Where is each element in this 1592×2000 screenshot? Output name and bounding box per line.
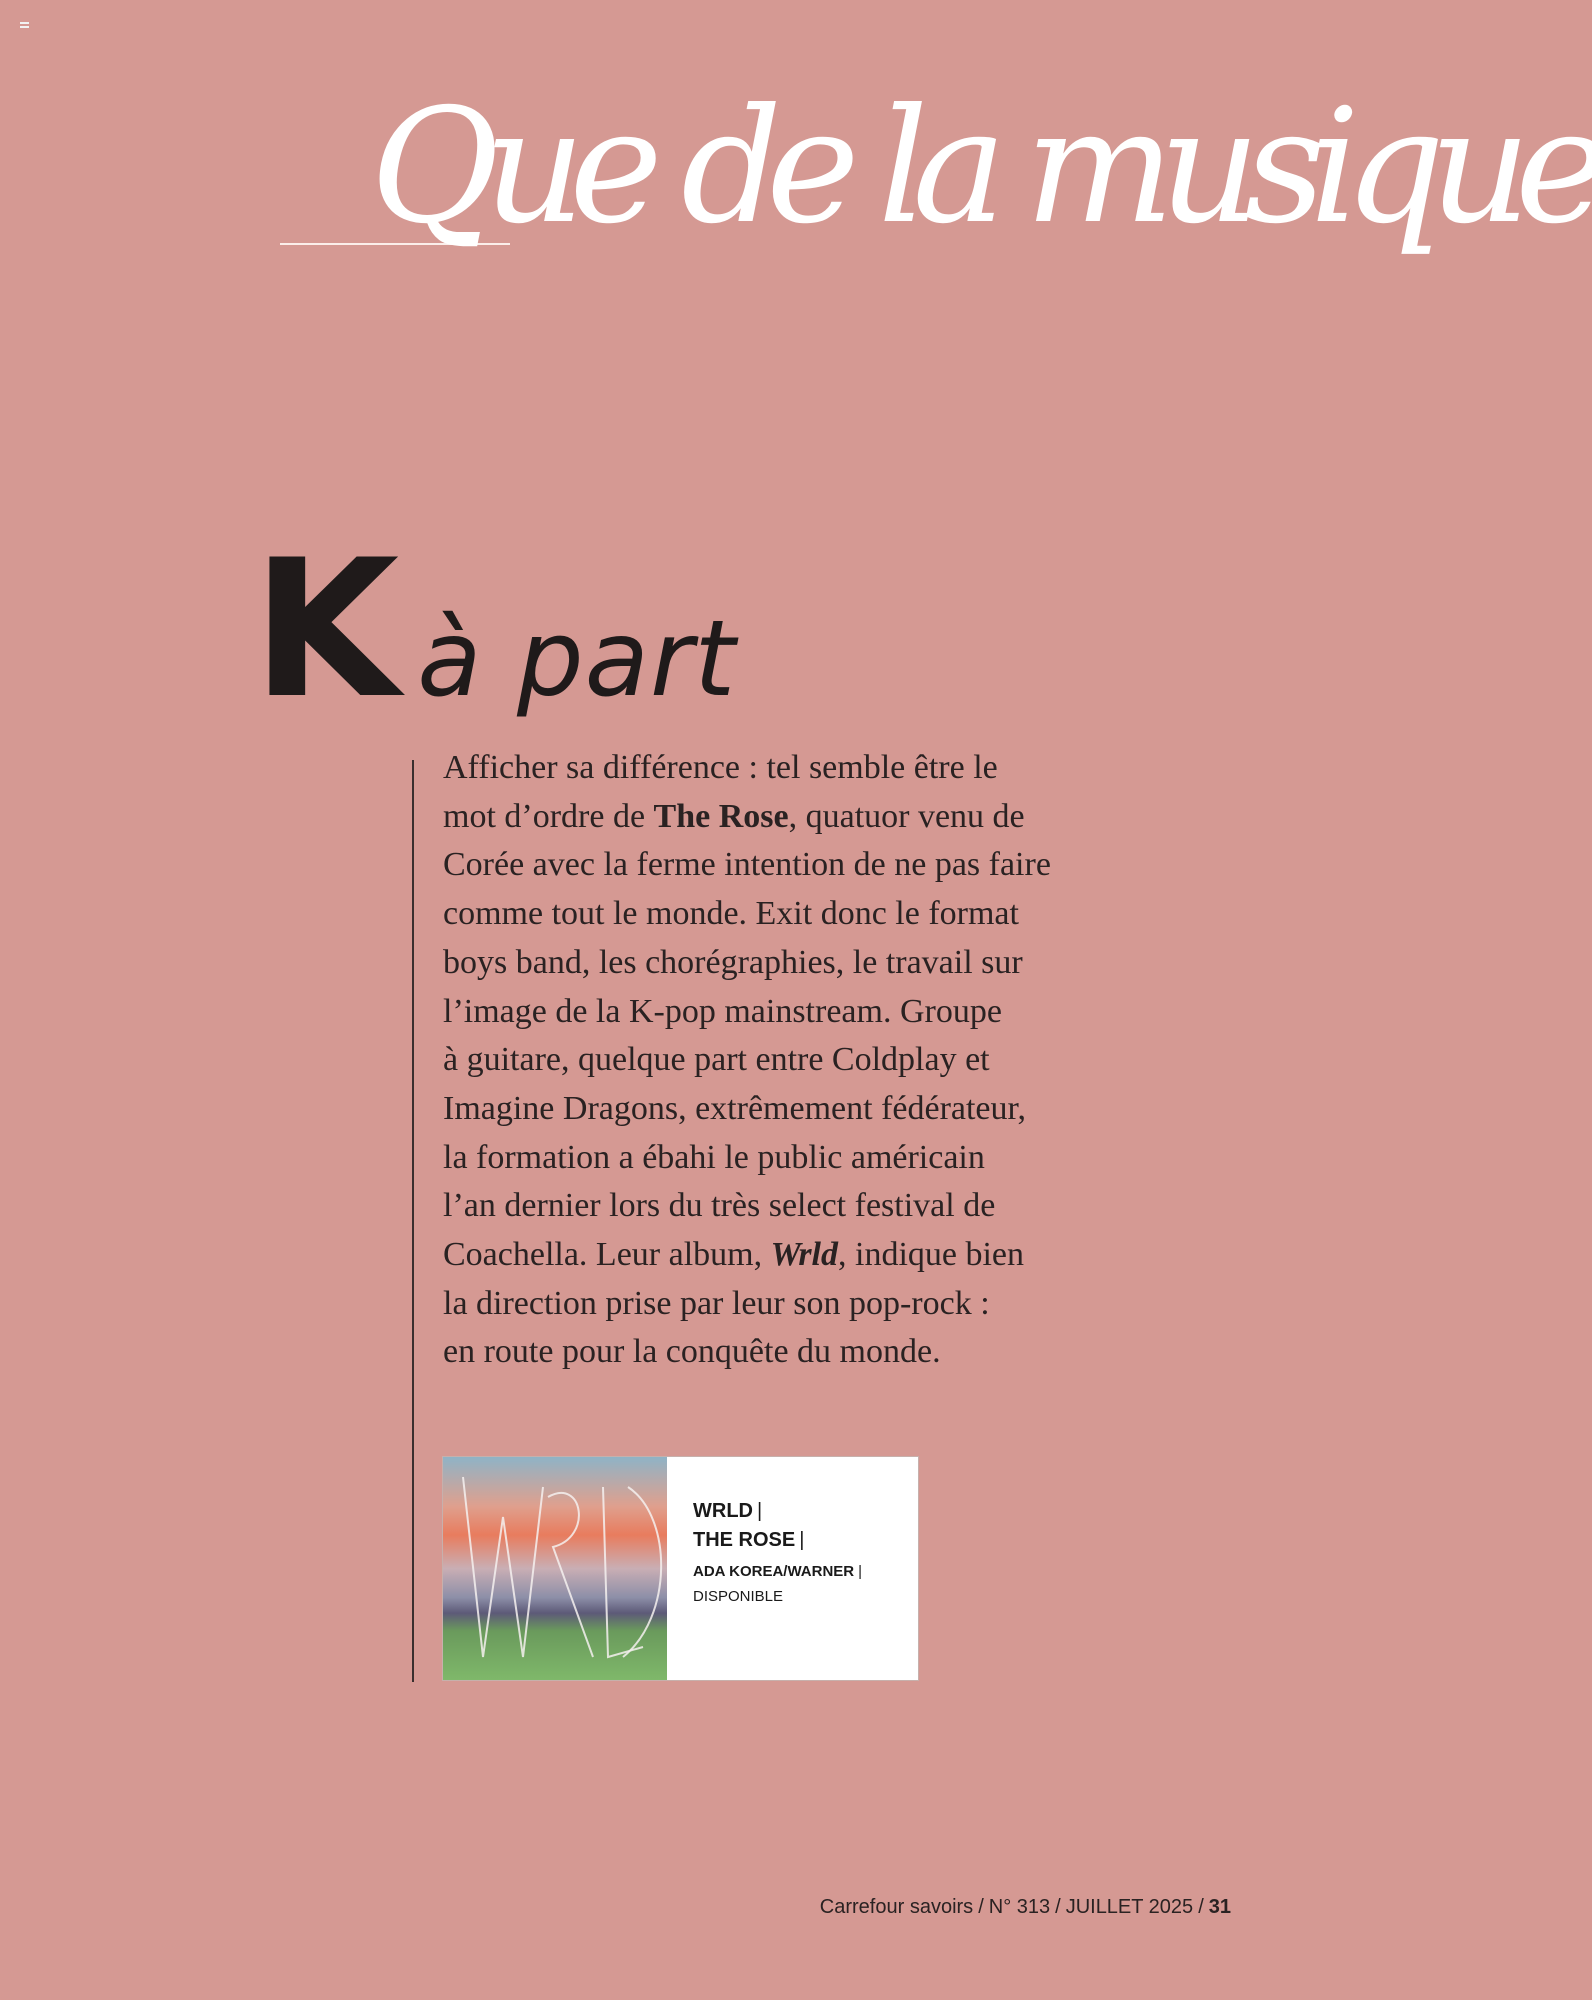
article-line: comme tout le monde. Exit donc le format bbox=[443, 895, 1019, 933]
album-status: DISPONIBLE bbox=[693, 1588, 784, 1605]
article-line: Afficher sa différence : tel semble être le bbox=[443, 749, 998, 786]
article-body bbox=[443, 744, 1203, 1377]
article-line: en route pour la conquête du monde. bbox=[443, 1333, 941, 1371]
article-line: la formation a ébahi le public américain bbox=[443, 1138, 985, 1176]
headline-letter: K bbox=[252, 519, 396, 740]
article-line: l’image de la K-pop mainstream. Groupe bbox=[443, 992, 1002, 1030]
page-number: 31 bbox=[1208, 1896, 1231, 1918]
article-line: à guitare, quelque part entre Coldplay et bbox=[443, 1041, 990, 1079]
issue-date: JUILLET 2025 bbox=[1065, 1896, 1194, 1918]
album-card bbox=[442, 1456, 919, 1681]
album-info bbox=[667, 1457, 862, 1680]
article-line: Corée avec la ferme intention de ne pas faire bbox=[443, 846, 1051, 884]
article-line: boys band, les chorégraphies, le travail sur bbox=[443, 943, 1023, 981]
publication-name: Carrefour savoirs bbox=[819, 1896, 974, 1918]
article-line: l’an dernier lors du très select festival de bbox=[443, 1187, 996, 1225]
album-title: WRLD | bbox=[693, 1500, 763, 1522]
section-title: Que de la musique bbox=[370, 75, 1592, 259]
album-cover-image bbox=[443, 1457, 667, 1680]
album-artist: THE ROSE | bbox=[693, 1529, 805, 1551]
article-line: Coachella. Leur album, Wrld, indique bien bbox=[443, 1236, 1025, 1274]
band-name: The Rose bbox=[653, 797, 789, 835]
column-rule bbox=[412, 760, 414, 1682]
article-headline bbox=[252, 519, 737, 740]
album-label: ADA KOREA/WARNER | bbox=[693, 1563, 863, 1580]
menu-icon[interactable] bbox=[20, 22, 29, 28]
issue-number: N° 313 bbox=[988, 1896, 1051, 1918]
article-line: la direction prise par leur son pop-rock : bbox=[443, 1284, 990, 1322]
album-name: Wrld bbox=[770, 1236, 838, 1274]
page-footer: Carrefour savoirs / N° 313 / JUILLET 2025 / 31 bbox=[819, 1896, 1231, 1918]
article-line: mot d’ordre de The Rose, quatuor venu de bbox=[443, 797, 1025, 835]
article-line: Imagine Dragons, extrêmement fédérateur, bbox=[443, 1089, 1026, 1127]
headline-rest: à part bbox=[417, 598, 737, 720]
